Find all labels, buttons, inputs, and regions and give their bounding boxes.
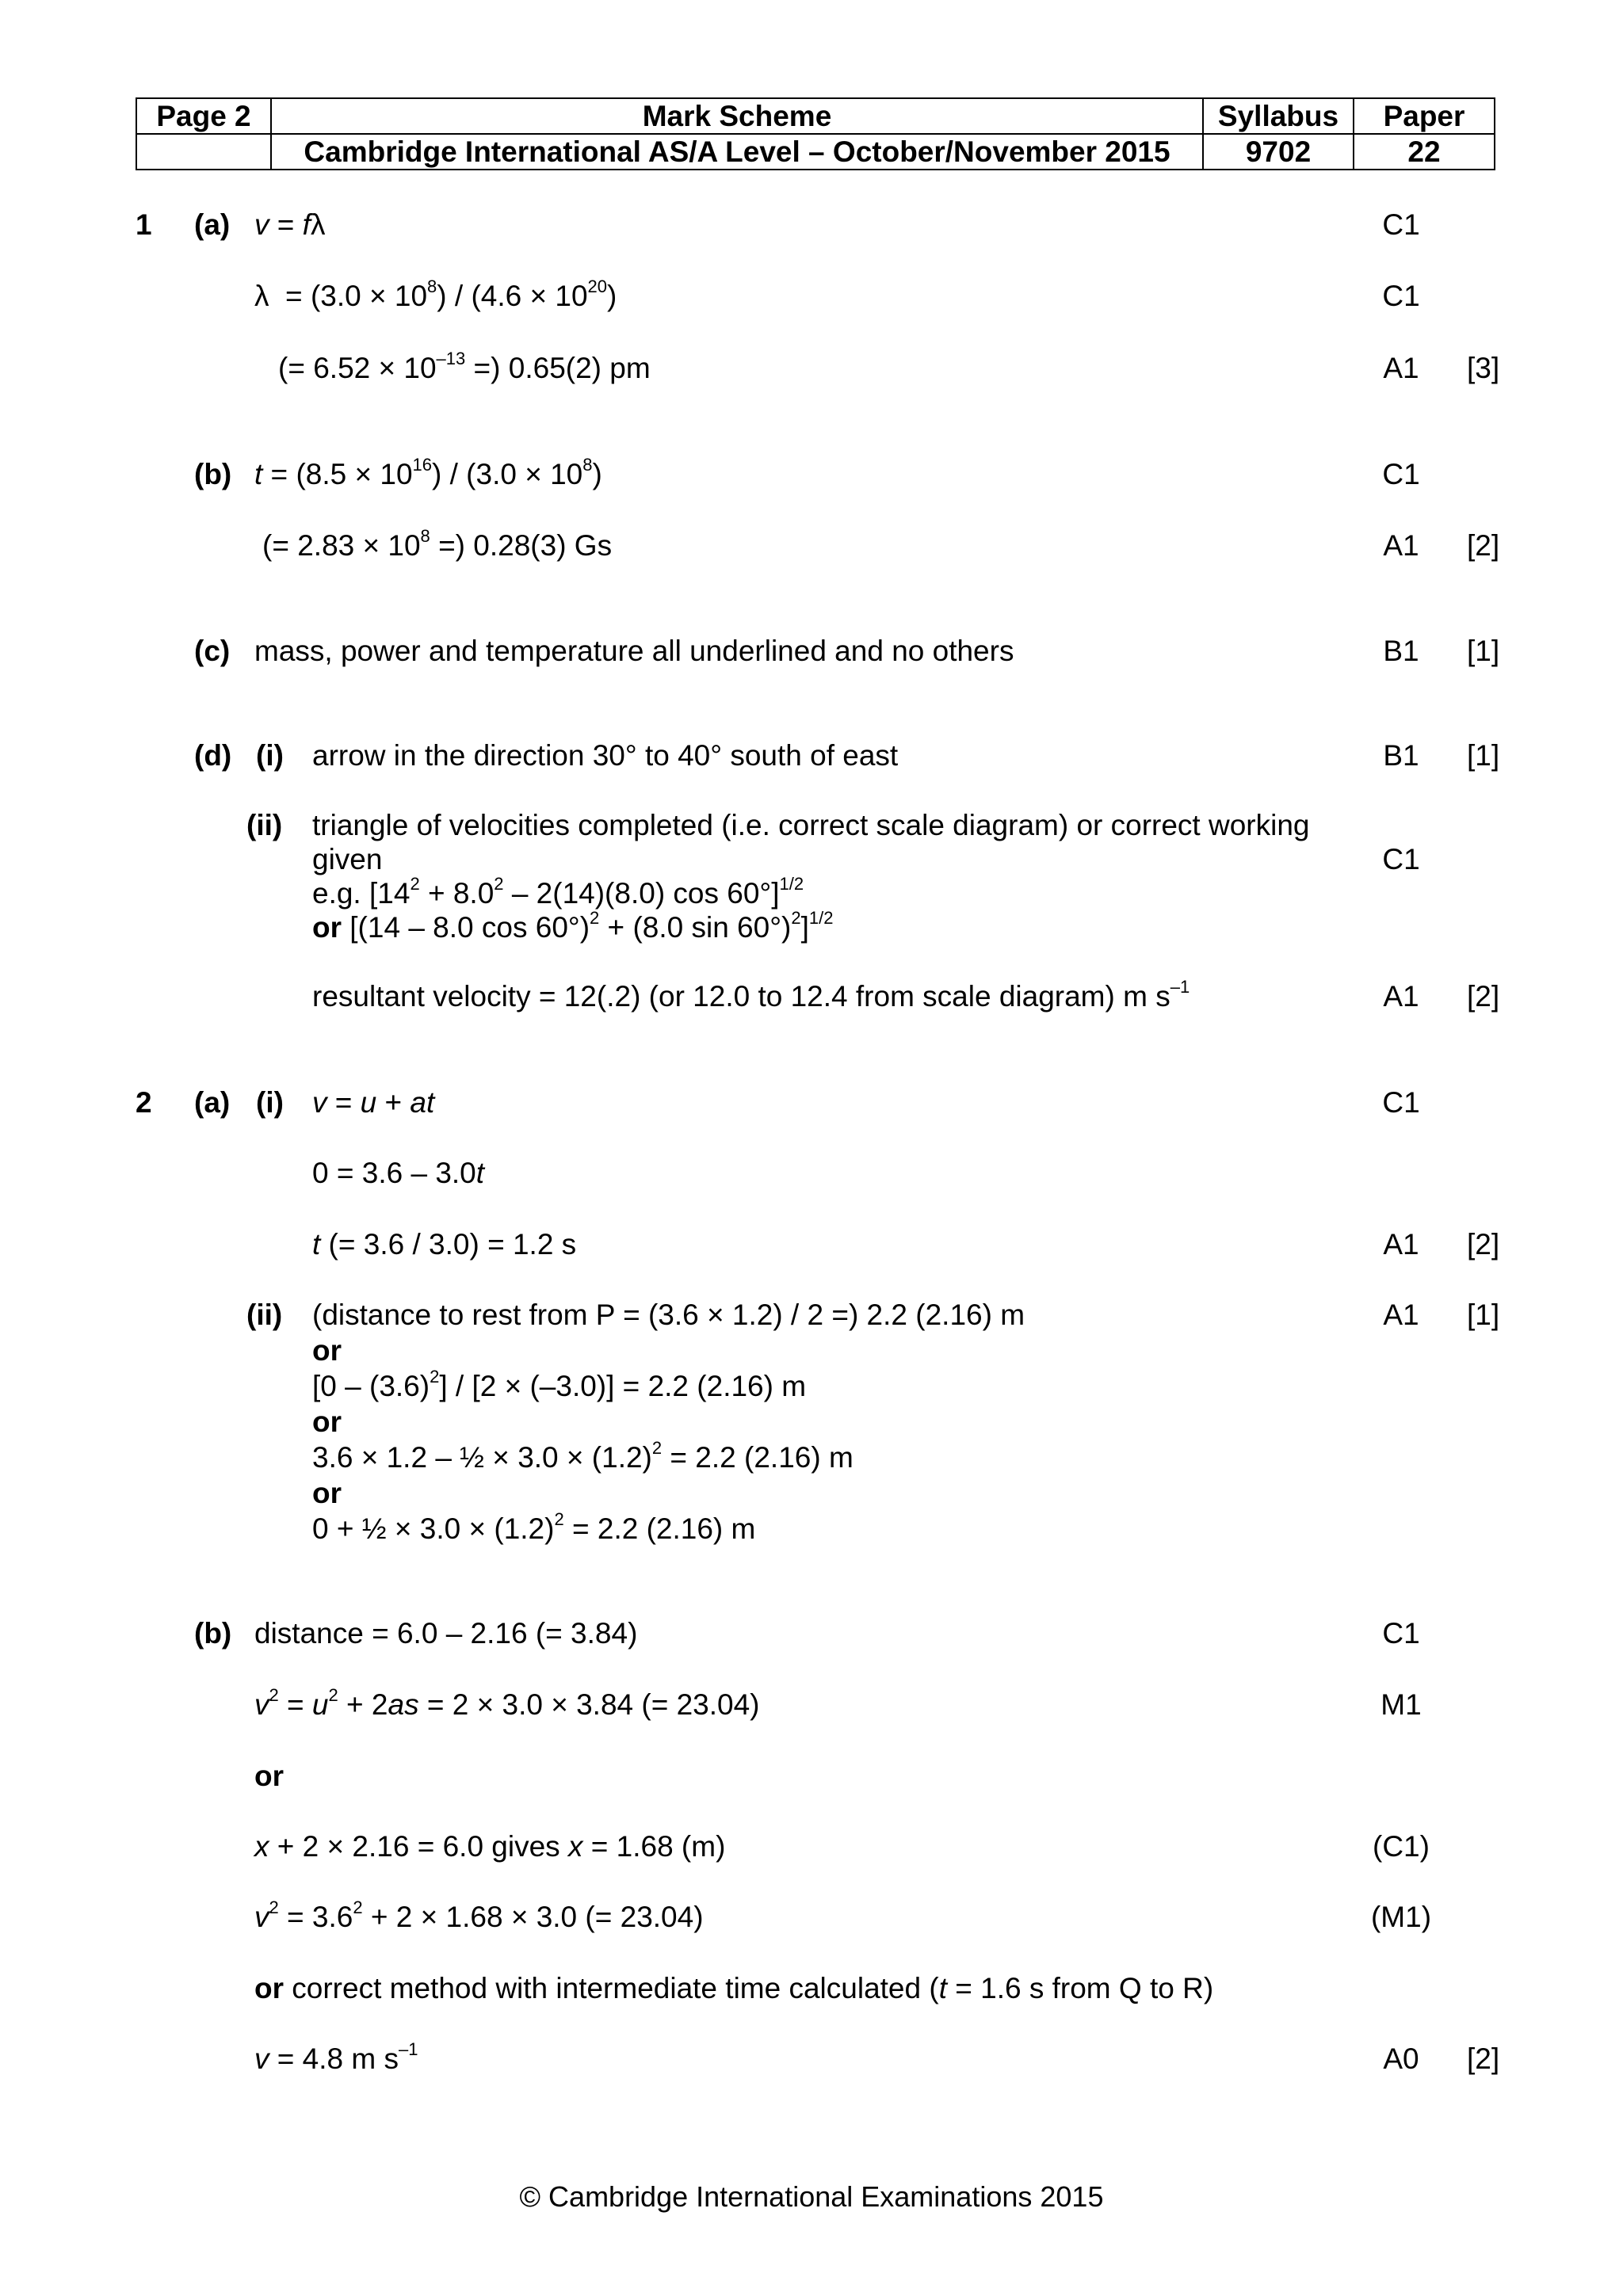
q2b-line1: distance = 6.0 – 2.16 (= 3.84) — [254, 1617, 638, 1650]
q2a-ii-or-1: or — [312, 1334, 342, 1367]
q1d-i-text: arrow in the direction 30° to 40° south of east — [312, 739, 899, 772]
part-2a-label: (a) — [194, 1086, 231, 1119]
q1d-ii-mark1: C1 — [1382, 843, 1420, 875]
q1d-ii-line4: or [(14 – 8.0 cos 60°)$^2$ + (8.0 sin 60°)$^2$]$^{1/2}$ — [312, 907, 834, 944]
header-empty-cell — [136, 134, 271, 170]
part-2b-label: (b) — [194, 1617, 232, 1650]
part-1d-label: (d) — [194, 739, 232, 772]
part-1d-ii-label: (ii) — [246, 809, 283, 841]
header-syllabus: 9702 — [1203, 134, 1354, 170]
q2a-ii-line7: 0 + ½ × $3.0 \times (1.2)^2 = 2.2$ (2.16) m — [312, 1508, 756, 1545]
q1d-ii-line3: e.g. [$14^2 + 8.0^2 - 2(14)(8.0)$ cos 60°]$^{1/2}$ — [312, 873, 804, 910]
part-1c-label: (c) — [194, 635, 231, 667]
q2b-line7: v = 4.8 m $s^{-1}$ — [254, 2039, 418, 2075]
q1d-ii-line2: given — [312, 843, 383, 875]
q1a-line3: (= $6.52 \times 10^{-13}$ =) 0.65(2) pm — [278, 348, 651, 384]
q1b-line2: (= $2.83 \times 10^8$ =) 0.28(3) Gs — [262, 525, 613, 562]
q2b-mark2: M1 — [1381, 1688, 1422, 1721]
q2a-i-line3: t (= 3.6 / 3.0) = 1.2 s — [312, 1228, 577, 1261]
q1a-line2: $\lambda = (3.0 \times 10^8) / (4.6 \times 10^{20})$ — [254, 276, 617, 312]
q1a-mark2: C1 — [1382, 280, 1420, 312]
q1d-ii-line1: triangle of velocities completed (i.e. correct scale diagram) or correct working — [312, 809, 1310, 841]
q2a-ii-line3: $[0 - (3.6)^2] / [2 \times (-3.0)] = 2.2$ (2.16) m — [312, 1366, 807, 1402]
q2a-i-line2: 0 = 3.6 – 3.0t — [312, 1157, 485, 1189]
header-table — [136, 97, 1495, 170]
q2b-line2: $v^2 = u^2 + 2as = 2 \times 3.0 \times 3.84$ (= 23.04) — [254, 1684, 760, 1721]
question-number-1: 1 — [136, 208, 152, 241]
part-2a-ii-label: (ii) — [246, 1299, 283, 1331]
q2a-ii-mark: A1 — [1383, 1299, 1419, 1331]
q1d-i-mark: B1 — [1383, 739, 1419, 772]
q2a-ii-line5: 3.6 × 1.2 – ½ × $3.0 \times (1.2)^2 = 2.2$ (2.16) m — [312, 1437, 854, 1474]
q1c-mark: B1 — [1383, 635, 1419, 667]
part-1a-label: (a) — [194, 208, 231, 241]
q2b-mark5: A0 — [1383, 2042, 1419, 2075]
q2a-i-mark2: A1 — [1383, 1228, 1419, 1261]
q1a-total: [3] — [1467, 352, 1500, 384]
q2b-mark3: (C1) — [1373, 1830, 1430, 1863]
header-subtitle: Cambridge International AS/A Level – October/November 2015 — [271, 134, 1203, 170]
q2a-ii-total: [1] — [1467, 1299, 1500, 1331]
q2a-ii-or-2: or — [312, 1405, 342, 1438]
q2a-i-mark1: C1 — [1382, 1086, 1420, 1119]
q1a-mark1: C1 — [1382, 208, 1420, 241]
q2a-ii-line1: (distance to rest from P = (3.6 × 1.2) / 2 =) 2.2 (2.16) m — [312, 1299, 1025, 1331]
q1c-text: mass, power and temperature all underlined and no others — [254, 635, 1014, 667]
q2a-i-line1: v = u + at — [312, 1086, 435, 1119]
q1b-total: [2] — [1467, 529, 1500, 562]
header-syllabus-label: Syllabus — [1203, 98, 1354, 134]
q1d-ii-line5: resultant velocity = 12(.2) (or 12.0 to 12.4 from scale diagram) m $s^{-1}$ — [312, 976, 1190, 1013]
q1b-mark2: A1 — [1383, 529, 1419, 562]
q1a-line1: v = fλ — [254, 208, 326, 241]
header-paper-label: Paper — [1354, 98, 1495, 134]
q2b-mark1: C1 — [1382, 1617, 1420, 1650]
q2b-total: [2] — [1467, 2042, 1500, 2075]
q1c-total: [1] — [1467, 635, 1500, 667]
header-title: Mark Scheme — [271, 98, 1203, 134]
part-1b-label: (b) — [194, 458, 232, 490]
footer-copyright: © Cambridge International Examinations 2015 — [519, 2180, 1104, 2213]
q1d-ii-total: [2] — [1467, 980, 1500, 1013]
header-paper: 22 — [1354, 134, 1495, 170]
question-number-2: 2 — [136, 1086, 152, 1119]
part-2a-i-label: (i) — [256, 1086, 284, 1119]
q1b-line1: $t = (8.5 \times 10^{16}) / (3.0 \times 10^8)$ — [254, 454, 602, 490]
q2a-ii-or-3: or — [312, 1477, 342, 1509]
q2b-line4: x + 2 × 2.16 = 6.0 gives x = 1.68 (m) — [254, 1830, 726, 1863]
q1d-ii-mark2: A1 — [1383, 980, 1419, 1013]
q1b-mark1: C1 — [1382, 458, 1420, 490]
q1a-mark3: A1 — [1383, 352, 1419, 384]
q1d-i-total: [1] — [1467, 739, 1500, 772]
part-1d-i-label: (i) — [256, 739, 284, 772]
q2a-i-total: [2] — [1467, 1228, 1500, 1261]
q2b-line6: or correct method with intermediate time calculated (t = 1.6 s from Q to R) — [254, 1972, 1214, 2004]
header-page: Page 2 — [136, 98, 271, 134]
q2b-or: or — [254, 1760, 284, 1792]
q2b-line5: $v^2 = 3.6^2 + 2 \times 1.68 \times 3.0$ (= 23.04) — [254, 1897, 704, 1933]
q2b-mark4: (M1) — [1370, 1901, 1432, 1933]
